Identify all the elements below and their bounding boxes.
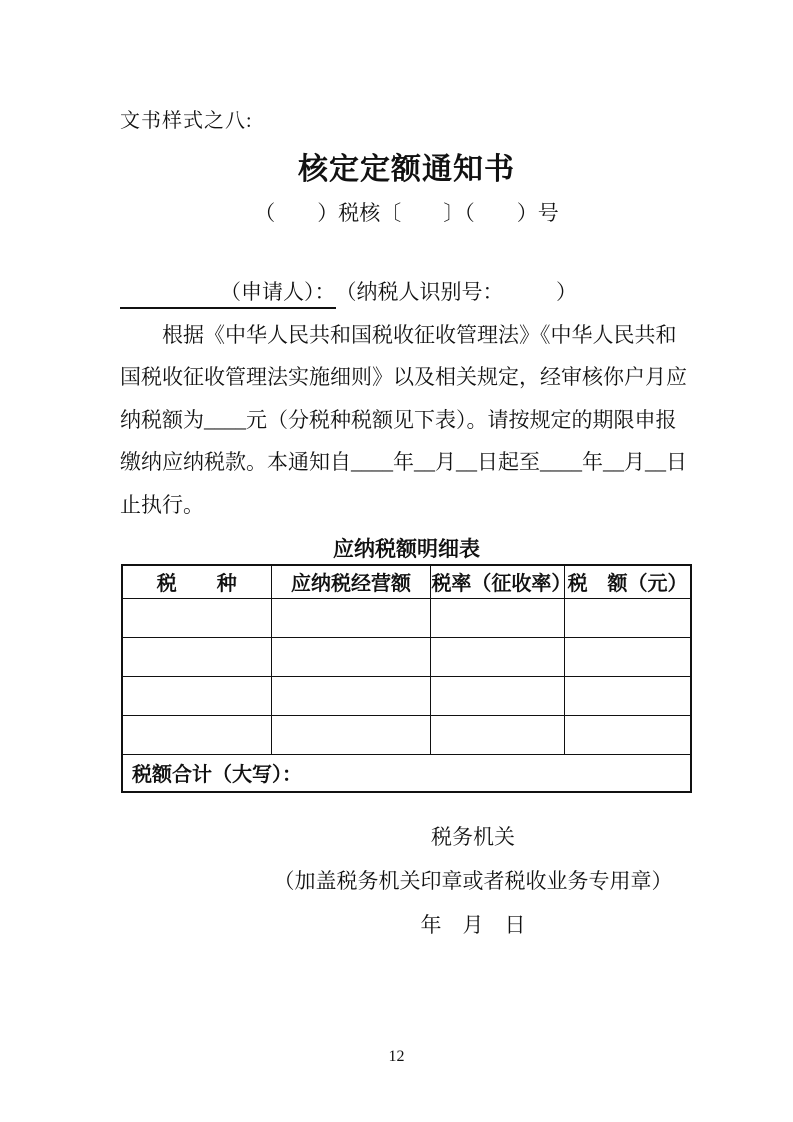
applicant-label: （申请人）： <box>220 280 336 304</box>
paragraph-line: 止执行。 <box>120 492 204 517</box>
table-header-row <box>122 565 691 598</box>
tax-detail-table <box>121 564 692 793</box>
table-cell <box>431 637 565 676</box>
header-cell-tax-amount: 税 额（元） <box>565 565 691 598</box>
table-row <box>122 676 691 715</box>
table-cell <box>271 598 431 637</box>
header-cell-taxable-amount: 应纳税经营额 <box>271 565 431 598</box>
paragraph-line: 纳税额为____元（分税种税额见下表）。请按规定的期限申报 <box>120 407 677 432</box>
table-cell <box>431 715 565 754</box>
table-cell <box>271 715 431 754</box>
table-cell <box>565 598 691 637</box>
table-cell <box>271 676 431 715</box>
table-cell <box>122 715 271 754</box>
table-cell <box>565 637 691 676</box>
table-cell <box>431 598 565 637</box>
paragraph-line: 根据《中华人民共和国税收征收管理法》《中华人民共和 <box>120 322 677 347</box>
table-cell <box>122 676 271 715</box>
doc-number-line: （ ）税核〔 〕（ ）号 <box>254 201 559 225</box>
doc-style-label: 文书样式之八: <box>120 110 253 132</box>
paragraph-line: 缴纳应纳税款。本通知自____年__月__日起至____年__月__日 <box>120 450 687 475</box>
table-cell <box>431 676 565 715</box>
table-row <box>122 637 691 676</box>
table-total-row <box>122 754 691 792</box>
header-cell-tax-type: 税 种 <box>122 565 271 598</box>
total-label: 税额合计（大写）： <box>122 754 691 792</box>
table-row <box>122 715 691 754</box>
table-cell <box>271 637 431 676</box>
table-cell <box>565 676 691 715</box>
applicant-line <box>120 271 695 314</box>
body-text <box>120 271 695 527</box>
table-row <box>122 598 691 637</box>
table-cell <box>122 637 271 676</box>
agency-name: 税务机关 <box>431 825 515 849</box>
paragraph-line: 国税收征收管理法实施细则》以及相关规定，经审核你户月应 <box>120 365 687 390</box>
table-cell <box>565 715 691 754</box>
table-title: 应纳税额明细表 <box>333 538 480 561</box>
page-number: 12 <box>388 1048 405 1065</box>
header-cell-tax-rate: 税率（征收率） <box>431 565 565 598</box>
applicant-underline <box>120 277 336 309</box>
page-title: 核定定额通知书 <box>298 153 515 186</box>
date-line: 年 月 日 <box>420 913 526 937</box>
seal-note: （加盖税务机关印章或者税收业务专用章） <box>273 869 673 893</box>
table-cell <box>122 598 271 637</box>
tin-label: （纳税人识别号： ） <box>335 280 577 304</box>
